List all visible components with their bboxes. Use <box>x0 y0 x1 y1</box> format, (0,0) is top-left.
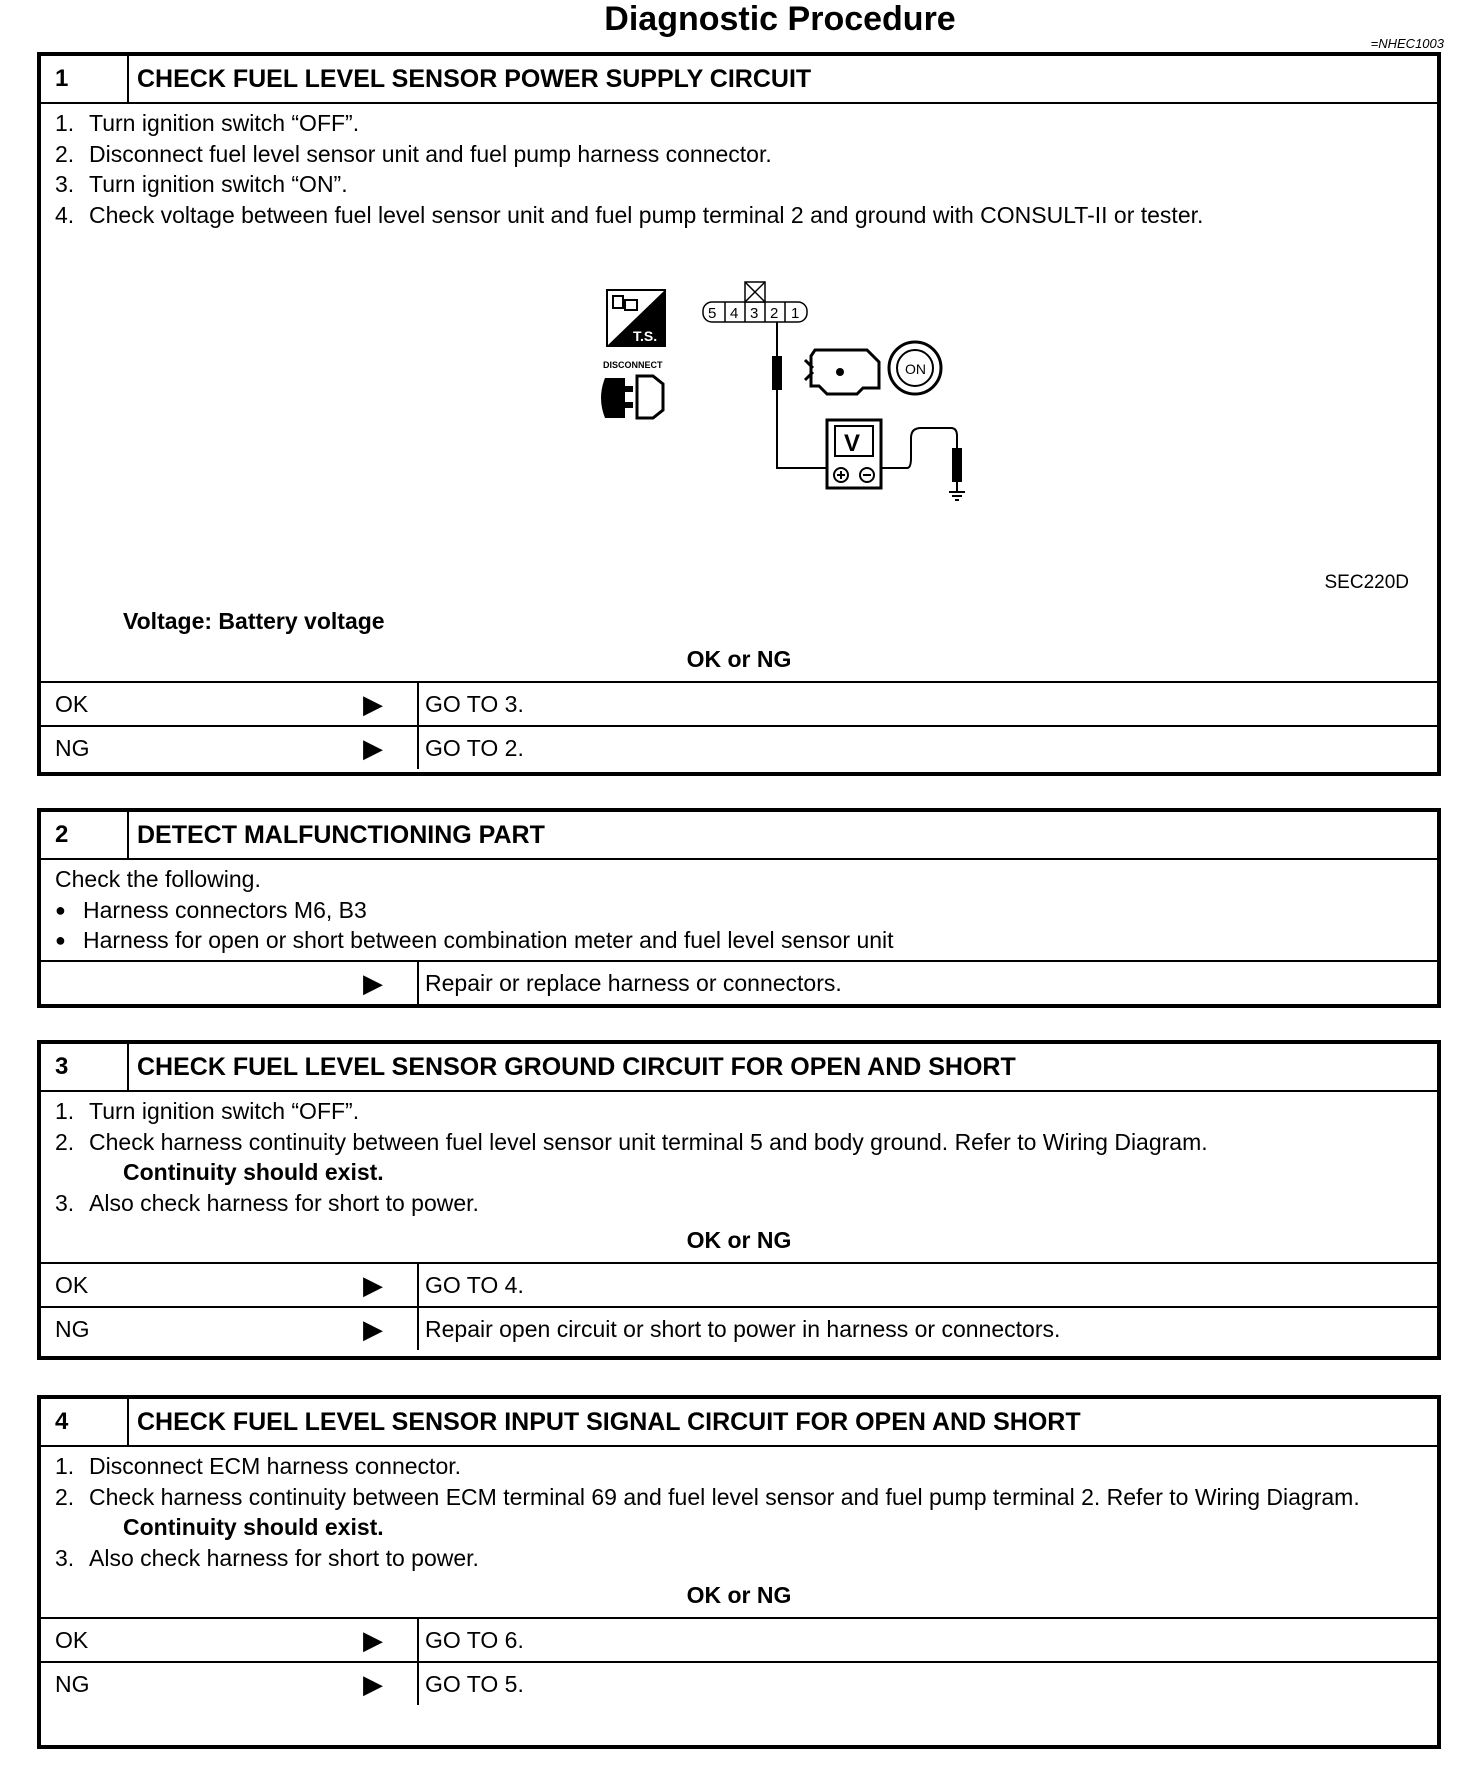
arrow-icon: ▶ <box>363 968 383 998</box>
instruction-item: 2. Check harness continuity between fuel level sensor unit terminal 5 and body ground. Refer to Wiring Diagram. <box>55 1128 1208 1155</box>
result-label: NG <box>55 734 90 761</box>
step-header <box>41 1044 1437 1092</box>
result-action: GO TO 5. <box>425 1671 524 1697</box>
diagram-svg <box>555 278 1015 518</box>
arrow-icon: ▶ <box>363 1270 383 1300</box>
spec-value: Continuity should exist. <box>123 1514 384 1540</box>
tester-icon <box>607 290 665 346</box>
voltage-check-diagram <box>55 230 1423 606</box>
instruction-item: 2. Disconnect fuel level sensor unit and fuel pump harness connector. <box>55 140 772 167</box>
result-action: GO TO 2. <box>425 734 524 761</box>
engine-icon <box>805 350 879 394</box>
svg-text:V: V <box>844 430 861 457</box>
svg-text:4: 4 <box>730 305 739 322</box>
svg-text:T.S.: T.S. <box>633 328 658 344</box>
disconnect-connector-icon <box>601 376 663 418</box>
result-row-ok <box>41 681 1437 725</box>
step-header <box>41 812 1437 860</box>
ignition-on-icon <box>889 342 941 394</box>
result-action: GO TO 4. <box>425 1272 524 1298</box>
step-title: CHECK FUEL LEVEL SENSOR INPUT SIGNAL CIRCUIT FOR OPEN AND SHORT <box>137 1408 1081 1436</box>
result-label: NG <box>55 1316 90 1342</box>
instruction-item: 1. Disconnect ECM harness connector. <box>55 1453 462 1479</box>
result-row-ok <box>41 1262 1437 1306</box>
ok-or-ng-heading: OK or NG <box>686 1227 792 1253</box>
result-label: OK <box>55 690 89 717</box>
arrow-icon: ▶ <box>363 688 383 719</box>
connector-pin-block <box>703 282 807 322</box>
result-action: GO TO 3. <box>425 690 524 717</box>
step-title: CHECK FUEL LEVEL SENSOR POWER SUPPLY CIRCUIT <box>137 65 812 93</box>
step-body <box>41 860 1437 960</box>
svg-text:3: 3 <box>750 305 759 322</box>
intro-text: Check the following. <box>55 866 261 892</box>
step-number: 4 <box>41 1399 129 1445</box>
spec-value: Voltage: Battery voltage <box>123 608 385 634</box>
svg-text:5: 5 <box>708 305 717 322</box>
instruction-item: 3. Also check harness for short to power. <box>55 1544 479 1571</box>
bullet-item: ● Harness for open or short between combination meter and fuel level sensor unit <box>55 925 1423 956</box>
step-body <box>41 104 1437 637</box>
svg-text:2: 2 <box>770 305 779 322</box>
svg-text:1: 1 <box>791 305 800 322</box>
ok-or-ng-heading: OK or NG <box>686 645 792 672</box>
result-label: OK <box>55 1272 89 1298</box>
result-row <box>41 960 1437 1004</box>
arrow-icon: ▶ <box>363 1625 383 1655</box>
result-row-ng <box>41 1306 1437 1350</box>
instruction-item: 3. Turn ignition switch “ON”. <box>55 171 348 197</box>
arrow-icon: ▶ <box>363 732 383 763</box>
spec-value: Continuity should exist. <box>123 1159 384 1185</box>
step-number: 3 <box>41 1044 129 1090</box>
bullet-icon: ● <box>55 899 66 920</box>
page-title: Diagnostic Procedure <box>604 0 956 38</box>
step-header <box>41 56 1437 104</box>
step-3 <box>37 1040 1441 1360</box>
instruction-item: 4. Check voltage between fuel level sensor unit and fuel pump terminal 2 and ground with CONSULT-II or tester. <box>55 201 1204 228</box>
step-number: 2 <box>41 812 129 858</box>
step-1 <box>37 52 1441 776</box>
step-title: DETECT MALFUNCTIONING PART <box>137 821 545 849</box>
instruction-item: 2. Check harness continuity between ECM terminal 69 and fuel level sensor and fuel pump terminal 2. Refer to Wiring Diagram. <box>55 1483 1360 1510</box>
bullet-icon: ● <box>55 930 66 950</box>
step-2 <box>37 808 1441 1008</box>
instruction-item: 1. Turn ignition switch “OFF”. <box>55 1098 360 1124</box>
step-title: CHECK FUEL LEVEL SENSOR GROUND CIRCUIT FOR OPEN AND SHORT <box>137 1053 1016 1081</box>
instruction-item: 1. Turn ignition switch “OFF”. <box>55 110 360 136</box>
step-body <box>41 1092 1437 1218</box>
step-4 <box>37 1395 1441 1749</box>
step-body <box>41 1447 1437 1573</box>
figure-id: SEC220D <box>1324 571 1409 593</box>
document-code: =NHEC1003 <box>1370 36 1444 51</box>
svg-text:ON: ON <box>905 361 926 377</box>
arrow-icon: ▶ <box>363 1669 383 1699</box>
result-action: Repair open circuit or short to power in harness or connectors. <box>425 1316 1061 1342</box>
result-row-ng <box>41 1661 1437 1705</box>
ok-or-ng-heading: OK or NG <box>686 1582 792 1608</box>
result-label: OK <box>55 1627 89 1653</box>
result-action: GO TO 6. <box>425 1627 524 1653</box>
instruction-item: 3. Also check harness for short to power. <box>55 1189 479 1216</box>
result-row-ok <box>41 1617 1437 1661</box>
voltmeter-icon <box>827 420 881 488</box>
result-label: NG <box>55 1671 90 1697</box>
result-row-ng <box>41 725 1437 769</box>
disconnect-label: DISCONNECT <box>603 360 663 370</box>
bullet-item: ● Harness connectors M6, B3 <box>55 895 1423 926</box>
step-header <box>41 1399 1437 1447</box>
arrow-icon: ▶ <box>363 1314 383 1344</box>
step-number: 1 <box>41 56 129 102</box>
result-action: Repair or replace harness or connectors. <box>425 970 842 996</box>
